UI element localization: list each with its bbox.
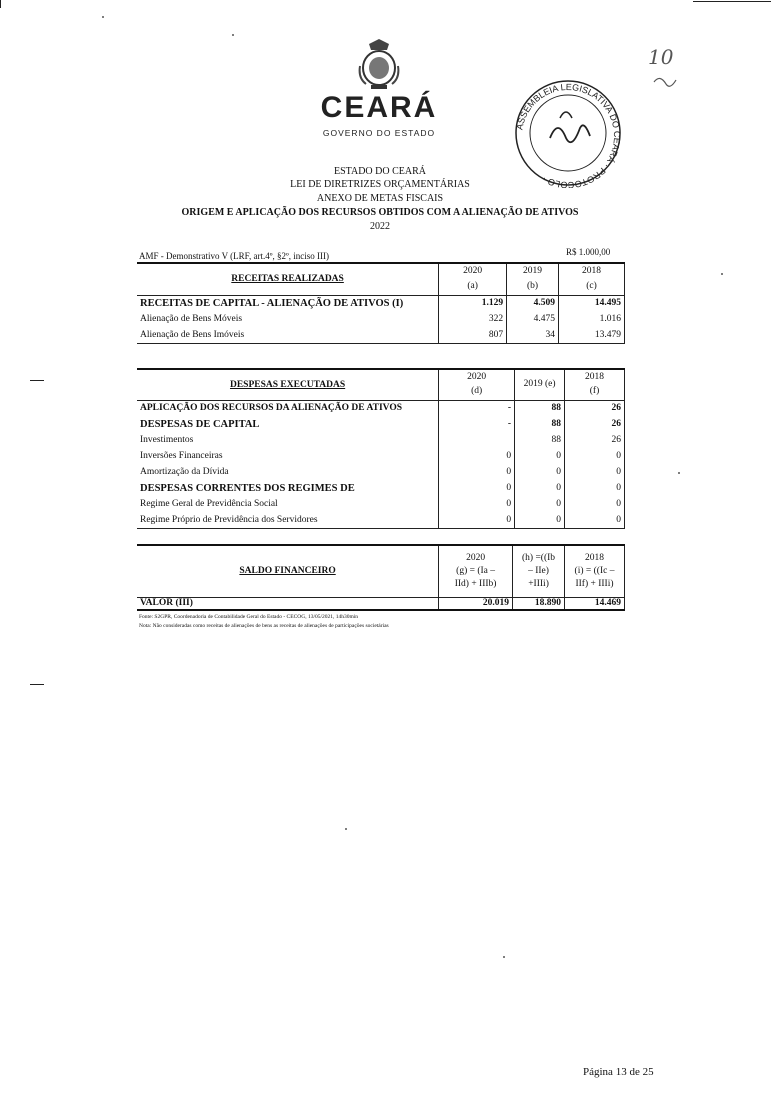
receitas-cell: 4.475 [507, 311, 559, 327]
page-number: Página 13 de 25 [583, 1066, 654, 1078]
coat-of-arms-icon [356, 38, 402, 90]
source-note: Fonte: S2GPR, Coordenadoria de Contabilidade Geral do Estado - CECOG, 13/05/2021, 14h30min [139, 614, 359, 620]
logo-wordmark: CEARÁ [320, 91, 438, 124]
despesas-cell: - [439, 416, 515, 432]
receitas-year-2020: 2020 [439, 263, 507, 279]
receitas-cell: 14.495 [559, 295, 625, 311]
saldo-col-i-formula: (i) = ((Ic – [574, 565, 615, 576]
despesas-col-f: (f) [565, 384, 625, 400]
despesas-cell: 0 [515, 464, 565, 480]
amf-label: AMF - Demonstrativo V (LRF, art.4º, §2º, inciso III) [139, 251, 330, 261]
saldo-col-i [565, 545, 625, 597]
despesas-cell: 88 [515, 432, 565, 448]
receitas-cell: 4.509 [507, 295, 559, 311]
despesas-cell: 26 [565, 432, 625, 448]
despesas-row-label: DESPESAS CORRENTES DOS REGIMES DE [140, 482, 355, 494]
table-row [137, 496, 625, 512]
saldo-col-g-formula: (g) = (Ia – [456, 565, 496, 576]
table-row [137, 597, 625, 610]
table-row [137, 464, 625, 480]
receitas-title: RECEITAS REALIZADAS [137, 263, 439, 295]
logo-subtitle: GOVERNO DO ESTADO [322, 128, 436, 138]
saldo-col-g [439, 545, 513, 597]
despesas-row-label: Investimentos [140, 435, 194, 445]
receitas-cell: 322 [439, 311, 507, 327]
table-row [137, 416, 625, 432]
table-row [137, 400, 625, 416]
despesas-cell: 88 [515, 416, 565, 432]
saldo-row-label: VALOR (III) [137, 597, 439, 610]
despesas-cell: 0 [565, 496, 625, 512]
scan-mark [693, 1, 771, 2]
scan-mark [0, 0, 1, 8]
scan-dot [345, 828, 347, 830]
despesas-cell: 0 [515, 496, 565, 512]
saldo-col-g-year: 2020 [466, 552, 486, 563]
despesas-table [137, 368, 625, 529]
scan-dot [678, 472, 680, 474]
saldo-col-i-year: 2018 [585, 552, 604, 563]
despesas-year-2019: 2019 (e) [515, 369, 565, 400]
svg-text:10: 10 [648, 45, 674, 69]
receitas-cell: 1.129 [439, 295, 507, 311]
despesas-cell: 0 [565, 512, 625, 528]
table-row [137, 448, 625, 464]
despesas-cell: 0 [515, 512, 565, 528]
saldo-col-h-formula-3: +IIIi) [528, 578, 549, 589]
despesas-cell: 0 [515, 448, 565, 464]
despesas-cell: 0 [565, 464, 625, 480]
despesas-cell: 0 [439, 496, 515, 512]
receitas-row-label: Alienação de Bens Imóveis [137, 327, 439, 343]
scan-dot [503, 956, 505, 958]
stamp-ring-text: ASSEMBLEIA LEGISLATIVA DO CEARÁ · PROTOCOLO · [514, 81, 623, 188]
receitas-col-a: (a) [439, 279, 507, 295]
despesas-cell: 26 [565, 400, 625, 416]
despesas-row-label: Regime Próprio de Previdência dos Servidores [137, 512, 439, 528]
saldo-cell: 14.469 [565, 597, 625, 610]
currency-unit: R$ 1.000,00 [566, 247, 611, 257]
despesas-title: DESPESAS EXECUTADAS [137, 369, 439, 400]
saldo-title: SALDO FINANCEIRO [137, 545, 439, 597]
scan-mark [30, 684, 44, 685]
saldo-col-g-formula-2: IId) + IIIb) [454, 578, 497, 589]
saldo-cell: 18.890 [513, 597, 565, 610]
table-row [137, 327, 625, 343]
receitas-cell: 1.016 [559, 311, 625, 327]
despesas-cell: 0 [439, 480, 515, 496]
receitas-year-2019: 2019 [507, 263, 559, 279]
handwritten-page-mark [646, 44, 682, 94]
receitas-cell: 13.479 [559, 327, 625, 343]
despesas-cell: - [439, 400, 515, 416]
despesas-year-2018: 2018 [565, 369, 625, 384]
saldo-table [137, 544, 625, 611]
despesas-cell: 0 [515, 480, 565, 496]
despesas-row-label: Regime Geral de Previdência Social [140, 499, 278, 509]
despesas-col-d: (d) [439, 384, 515, 400]
despesas-row-label: DESPESAS DE CAPITAL [140, 418, 260, 430]
despesas-cell: 0 [565, 480, 625, 496]
scan-dot [232, 34, 234, 36]
despesas-cell: 26 [565, 416, 625, 432]
saldo-col-h-formula-2: – IIe) [528, 565, 549, 576]
despesas-cell: 0 [565, 448, 625, 464]
header-line-state: ESTADO DO CEARÁ [334, 166, 426, 177]
table-row [137, 295, 625, 311]
receitas-year-2018: 2018 [559, 263, 625, 279]
table-row [137, 512, 625, 528]
header-line-year: 2022 [370, 221, 390, 232]
handwritten-mark-icon [646, 44, 682, 94]
scan-dot [102, 16, 104, 18]
table-row [137, 480, 625, 496]
header-line-ldo: LEI DE DIRETRIZES ORÇAMENTÁRIAS [290, 179, 470, 190]
despesas-year-2020: 2020 [439, 369, 515, 384]
saldo-col-h [513, 545, 565, 597]
saldo-col-h-formula: (h) =((Ib [522, 552, 556, 563]
despesas-row-label: APLICAÇÃO DOS RECURSOS DA ALIENAÇÃO DE ATIVOS [137, 400, 439, 416]
despesas-cell: 0 [439, 464, 515, 480]
header-line-annex: ANEXO DE METAS FISCAIS [316, 193, 444, 204]
header-line-title: ORIGEM E APLICAÇÃO DOS RECURSOS OBTIDOS COM A ALIENAÇÃO DE ATIVOS [181, 207, 579, 218]
table-row [137, 432, 625, 448]
saldo-cell: 20.019 [439, 597, 513, 610]
table-row [137, 311, 625, 327]
receitas-table [137, 262, 625, 344]
saldo-col-i-formula-2: IIf) + IIIi) [575, 578, 614, 589]
footnote: Nota: Não consideradas como receitas de alienações de bens as receitas de alienações de participações societárias [139, 623, 389, 629]
receitas-col-b: (b) [507, 279, 559, 295]
despesas-cell: 0 [439, 512, 515, 528]
scan-mark [30, 380, 44, 381]
scan-dot [721, 273, 723, 275]
despesas-row-label: Amortização da Dívida [140, 467, 229, 477]
receitas-col-c: (c) [559, 279, 625, 295]
despesas-cell: 0 [439, 448, 515, 464]
receitas-cell: 34 [507, 327, 559, 343]
despesas-row-label: Inversões Financeiras [140, 451, 223, 461]
despesas-cell [439, 432, 515, 448]
receitas-row-label: RECEITAS DE CAPITAL - ALIENAÇÃO DE ATIVOS (I) [137, 295, 439, 311]
despesas-cell: 88 [515, 400, 565, 416]
receitas-cell: 807 [439, 327, 507, 343]
receitas-row-label: Alienação de Bens Móveis [140, 314, 243, 324]
